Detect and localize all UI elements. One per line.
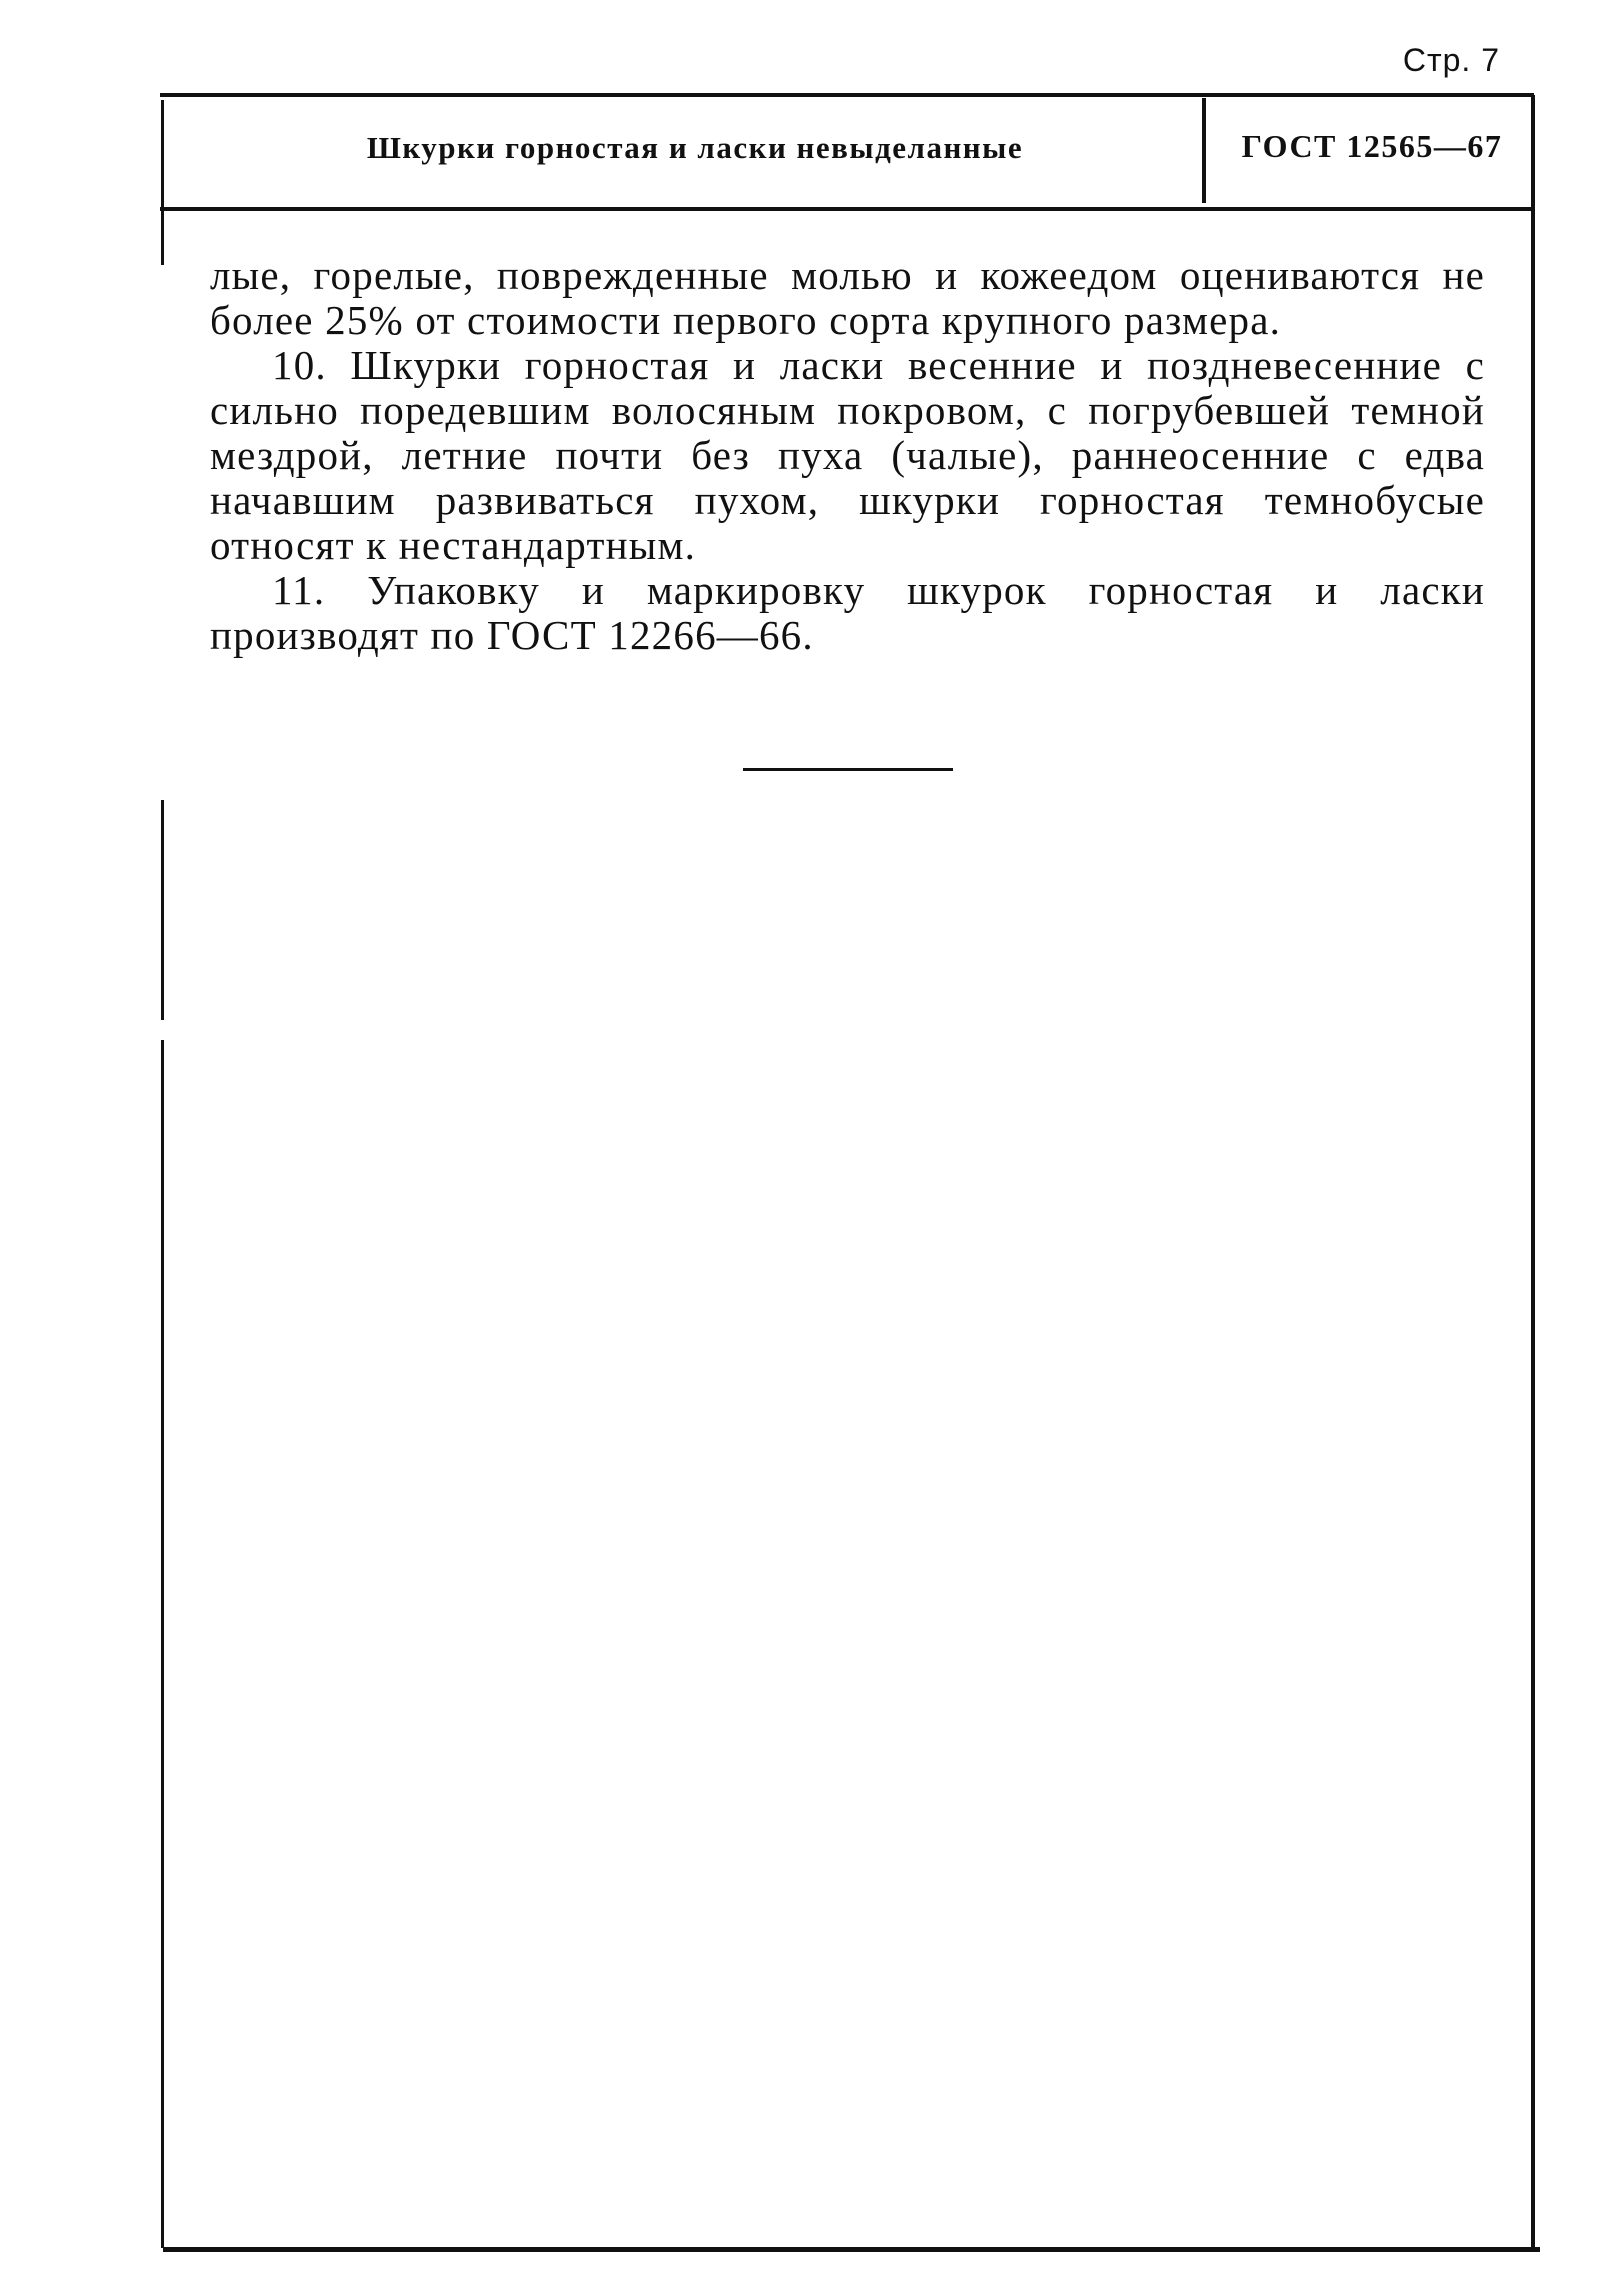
standard-code: ГОСТ 12565—67 <box>1241 128 1503 164</box>
paragraph-item-11: 11. Упаковку и маркировку шкурок горностая и ласки производят по ГОСТ 12266—66. <box>210 567 1485 658</box>
document-title: Шкурки горностая и ласки невыделанные <box>366 130 1024 165</box>
paragraph-item-10: 10. Шкурки горностая и ласки весенние и поздневесенние с сильно поредевшим волосяным покровом, с погрубевшей темной мездрой, летние почти без пуха (чалые), раннеосенние с едва начавшим развиваться пухом, шкурки горностая темнобусые относят к нестандартным. <box>210 342 1485 568</box>
page-number: Стр. 7 <box>1402 42 1500 78</box>
header-top-rule <box>160 93 1534 97</box>
frame-right-line <box>1531 95 1535 2248</box>
header-bottom-rule <box>160 207 1534 211</box>
header-divider <box>1202 98 1206 203</box>
frame-left-line <box>161 100 164 265</box>
body-text <box>210 253 1485 658</box>
frame-left-line <box>161 1040 164 2248</box>
end-of-text-rule <box>743 768 953 771</box>
frame-left-line <box>161 800 164 1020</box>
paragraph-continuation: лые, горелые, поврежденные молью и кожеедом оцениваются не более 25% от стоимости первого сорта крупного размера. <box>210 252 1485 343</box>
frame-bottom-rule <box>163 2247 1540 2252</box>
